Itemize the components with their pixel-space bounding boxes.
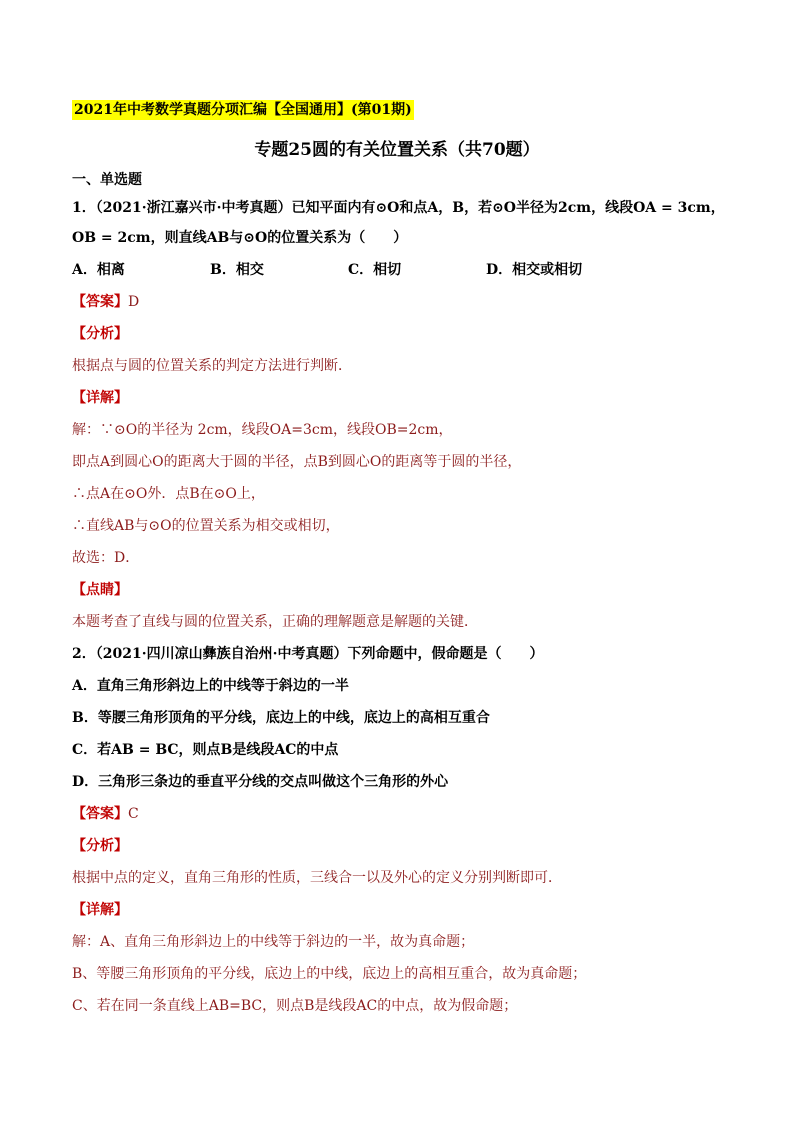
q2-detail-line: C、若在同一条直线上AB=BC，则点B是线段AC的中点，故为假命题； [72, 998, 518, 1014]
q1-detail-line: ∴点A在⊙O外．点B在⊙O上， [72, 486, 265, 502]
q2-option-b: B．等腰三角形顶角的平分线，底边上的中线，底边上的高相互重合 [72, 710, 490, 726]
q1-comment-label: 【点睛】 [72, 582, 128, 598]
q1-option-b: B．相交 [210, 262, 264, 278]
series-tag: 2021年中考数学真题分项汇编【全国通用】(第01期) [74, 102, 412, 118]
q1-stem-line2: OB = 2cm，则直线AB与⊙O的位置关系为（ ） [72, 230, 408, 246]
series-tag-line [72, 100, 722, 120]
q1-detail-label: 【详解】 [72, 390, 128, 406]
q1-comment-text: 本题考查了直线与圆的位置关系，正确的理解题意是解题的关键． [72, 614, 478, 630]
q1-answer [72, 292, 722, 312]
q2-option-c: C．若AB = BC，则点B是线段AC的中点 [72, 742, 339, 758]
q2-analysis-text: 根据中点的定义，直角三角形的性质，三线合一以及外心的定义分别判断即可． [72, 870, 562, 886]
q2-answer [72, 804, 722, 824]
q1-option-d: D．相交或相切 [486, 262, 583, 278]
q1-detail-line: 解：∵⊙O的半径为 2cm，线段OA=3cm，线段OB=2cm， [72, 422, 453, 438]
q1-stem-line1: 1．（2021·浙江嘉兴市·中考真题）已知平面内有⊙O和点A，B，若⊙O半径为2cm，线段OA = 3cm， [72, 200, 725, 216]
answer-value: C [128, 806, 139, 822]
answer-value: D [128, 294, 140, 310]
q1-detail-line: 即点A到圆心O的距离大于圆的半径，点B到圆心O的距离等于圆的半径， [72, 454, 522, 470]
q2-option-d: D．三角形三条边的垂直平分线的交点叫做这个三角形的外心 [72, 774, 449, 790]
q2-option-a: A．直角三角形斜边上的中线等于斜边的一半 [72, 678, 349, 694]
q1-analysis-text: 根据点与圆的位置关系的判定方法进行判断． [72, 358, 352, 374]
q1-analysis-label: 【分析】 [72, 326, 128, 342]
answer-label: 【答案】 [72, 294, 128, 310]
q1-detail-line: 故选：D． [72, 550, 140, 566]
q1-option-a: A．相离 [72, 262, 125, 278]
page-title: 专题25圆的有关位置关系（共70题） [254, 140, 540, 160]
q1-option-c: C．相切 [348, 262, 402, 278]
q2-detail-line: B、等腰三角形顶角的平分线，底边上的中线，底边上的高相互重合，故为真命题； [72, 966, 587, 982]
q2-analysis-label: 【分析】 [72, 838, 128, 854]
q2-detail-label: 【详解】 [72, 902, 128, 918]
answer-label: 【答案】 [72, 806, 128, 822]
section-label: 一、单选题 [72, 172, 142, 188]
q2-detail-line: 解：A、直角三角形斜边上的中线等于斜边的一半，故为真命题； [72, 934, 475, 950]
q2-stem: 2．（2021·四川凉山彝族自治州·中考真题）下列命题中，假命题是（ ） [72, 646, 544, 662]
q1-detail-line: ∴直线AB与⊙O的位置关系为相交或相切， [72, 518, 340, 534]
